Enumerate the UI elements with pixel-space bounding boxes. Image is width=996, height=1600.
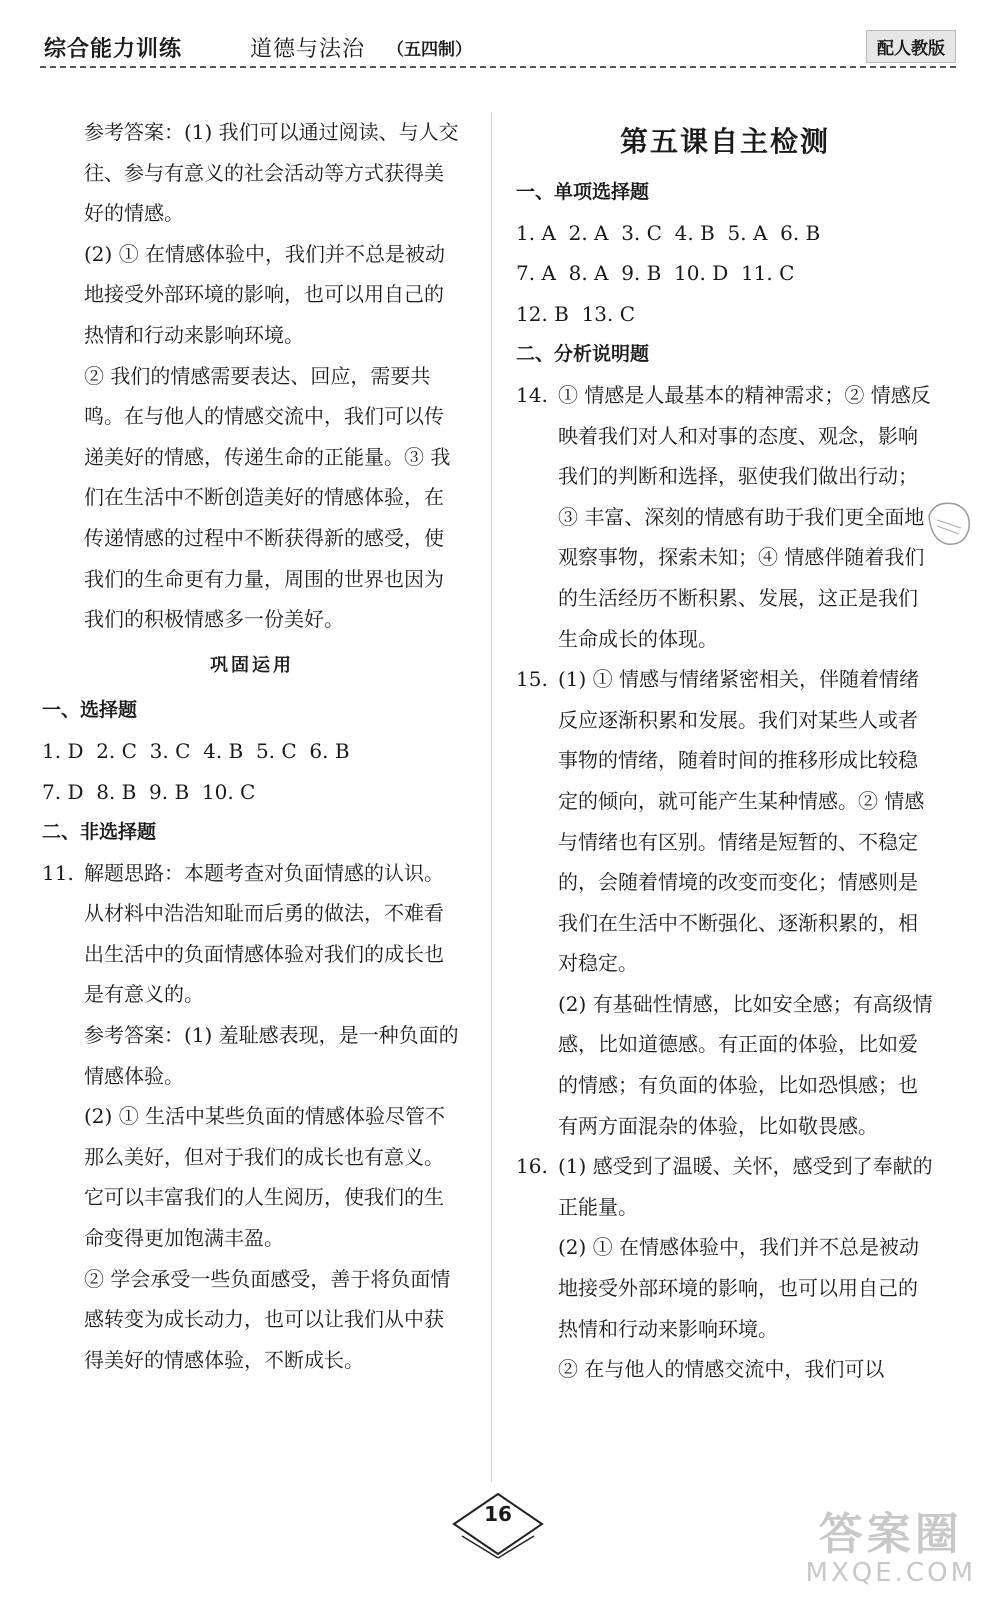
question-text: (1) ① 情感与情绪紧密相关，伴随着情绪反应逐渐积累和发展。我们对某些人或者事物的情绪，随着时间的推移形成比较稳定的倾向，就可能产生某种情感。② 情感与情绪也有区别。情绪是短暂的、不稳定的，会随着情境的改变而变化；情感则是我们在生活中不断强化、逐渐积累的，相对稳定。 <box>558 667 925 976</box>
section-heading: 一、单项选择题 <box>516 181 650 203</box>
book-edition: （五四制） <box>387 40 472 60</box>
left-column <box>42 112 462 1380</box>
question-item <box>516 1146 934 1227</box>
question-text: 解题思路：本题考查对负面情感的认识。从材料中浩浩知耻而后勇的做法，不难看出生活中的负面情感体验对我们的成长也是有意义的。 <box>84 860 444 1007</box>
page-number <box>448 1490 548 1560</box>
question-item <box>516 375 934 659</box>
answer-paragraph: (2) 有基础性情感，比如安全感；有高级情感，比如道德感。有正面的体验，比如爱的情感；有负面的体验，比如恐惧感；也有两方面混杂的体验，比如敬畏感。 <box>558 991 933 1138</box>
answer-paragraph: ② 学会承受一些负面感受，善于将负面情感转变为成长动力，也可以让我们从中获得美好的情感体验，不断成长。 <box>84 1266 451 1372</box>
question-text: (1) 感受到了温暖、关怀，感受到了奉献的正能量。 <box>558 1154 933 1219</box>
question-number: 15. <box>516 667 548 692</box>
question-text: ① 情感是人最基本的精神需求；② 情感反映着我们对人和对事的态度、观念，影响我们的判断和选择，驱使我们做出行动；③ 丰富、深刻的情感有助于我们更全面地观察事物，探索未知；④ 情感伴随着我们的生活经历不断积累、发展，这正是我们生命成长的体现。 <box>558 382 931 651</box>
question-number: 14. <box>516 382 548 407</box>
section-heading: 一、选择题 <box>42 699 138 722</box>
question-item <box>516 659 934 984</box>
right-column <box>516 112 934 1390</box>
answer-paragraph: (2) ① 生活中某些负面的情感体验尽管不那么美好，但对于我们的成长也有意义。它可以丰富我们的人生阅历，使我们的生命变得更加饱满丰盈。 <box>84 1104 446 1251</box>
edition-badge: 配人教版 <box>866 30 956 63</box>
stamp-icon <box>925 498 973 550</box>
watermark <box>805 1509 976 1588</box>
answer-row: 12. B 13. C <box>516 301 636 326</box>
watermark-logo-text: 答案圈 <box>818 1509 963 1560</box>
column-divider <box>491 112 492 1482</box>
answer-row: 7. A 8. A 9. B 10. D 11. C <box>516 261 795 286</box>
answer-paragraph: ② 我们的情感需要表达、回应，需要共鸣。在与他人的情感交流中，我们可以传递美好的情感，传递生命的正能量。③ 我们在生活中不断创造美好的情感体验，在传递情感的过程中不断获得新的感受，使我们的生命更有力量，周围的世界也因为我们的积极情感多一份美好。 <box>84 363 451 632</box>
answer-paragraph: (2) ① 在情感体验中，我们并不总是被动地接受外部环境的影响，也可以用自己的热情和行动来影响环境。 <box>84 241 446 347</box>
page-number-text: 16 <box>484 1502 512 1526</box>
answer-paragraph: 参考答案：(1) 羞耻感表现，是一种负面的情感体验。 <box>84 1023 459 1088</box>
question-item <box>42 853 462 1015</box>
section-heading: 二、非选择题 <box>42 821 157 844</box>
section-subheading: 巩固运用 <box>210 654 294 676</box>
lesson-title: 第五课自主检测 <box>619 125 830 158</box>
answer-row: 7. D 8. B 9. B 10. C <box>42 779 256 804</box>
book-subject: 道德与法治 <box>250 37 366 62</box>
section-heading: 二、分析说明题 <box>516 343 650 366</box>
answer-paragraph: 参考答案：(1) 我们可以通过阅读、与人交往、参与有意义的社会活动等方式获得美好的情感。 <box>84 120 459 226</box>
answer-paragraph: ② 在与他人的情感交流中，我们可以 <box>558 1357 885 1382</box>
page-header <box>40 28 956 68</box>
question-number: 16. <box>516 1154 548 1179</box>
book-title: 综合能力训练 <box>44 37 183 62</box>
watermark-url: MXQE.COM <box>805 1558 976 1588</box>
answer-paragraph: (2) ① 在情感体验中，我们并不总是被动地接受外部环境的影响，也可以用自己的热情和行动来影响环境。 <box>558 1235 920 1341</box>
answer-row: 1. A 2. A 3. C 4. B 5. A 6. B <box>516 220 821 245</box>
answer-row: 1. D 2. C 3. C 4. B 5. C 6. B <box>42 738 350 763</box>
question-number: 11. <box>42 860 74 885</box>
